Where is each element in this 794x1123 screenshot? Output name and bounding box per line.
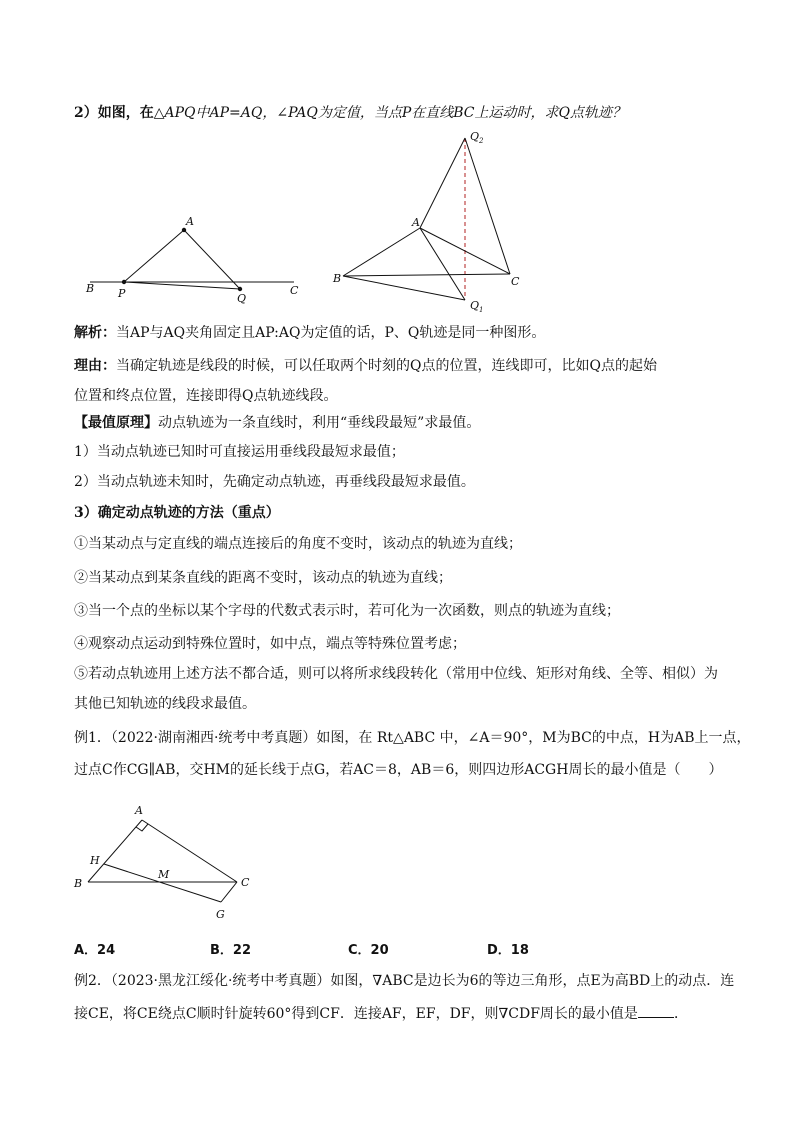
example-2-line-2 xyxy=(74,1003,734,1024)
segment-bq1 xyxy=(343,276,465,300)
analysis-label: 解析： xyxy=(74,325,116,341)
analysis xyxy=(74,323,734,343)
label-m: M xyxy=(158,868,170,881)
figure-q-locus xyxy=(330,128,530,313)
reason-line-2: 位置和终点位置，连接即得Q点轨迹线段。 xyxy=(74,388,338,404)
label-p: P xyxy=(118,287,126,300)
answer-blank[interactable] xyxy=(638,1003,674,1018)
label-a: A xyxy=(412,216,420,229)
example-2-text: 接CE，将CE绕点C顺时针旋转60°得到CF．连接AF，EF，DF，则∇CDF周长的最小值是 xyxy=(74,1006,638,1022)
method-item-5b: 其他已知轨迹的线段求最值。 xyxy=(74,696,256,712)
reason-line-1 xyxy=(74,356,734,376)
label-q: Q xyxy=(237,292,247,305)
segment-bc xyxy=(343,274,510,276)
label-q1: $Q_1$ xyxy=(470,299,484,313)
method-item-5a: ⑤若动点轨迹用上述方法不都合适，则可以将所求线段转化（常用中位线、矩形对角线、全等、相似）为 xyxy=(74,666,718,682)
label-h: H xyxy=(90,854,100,867)
figure-right-triangle xyxy=(66,790,266,925)
option-b[interactable]: B．22 xyxy=(210,943,251,958)
question-2-text: △APQ中AP=AQ，∠PAQ为定值，当点P在直线BC上运动时，求Q点轨迹？ xyxy=(153,105,626,121)
label-b: B xyxy=(74,877,83,890)
reason-label: 理由： xyxy=(74,358,116,374)
example-1-line-2: 过点C作CG∥AB，交HM的延长线于点G，若AC＝8，AB＝6，则四边形ACGH周长的最小值是（ ） xyxy=(74,762,723,778)
method-item-3: ③当一个点的坐标以某个字母的代数式表示时，若可化为一次函数，则点的轨迹为直线； xyxy=(74,603,620,619)
example-1-line-1: 例1．（2022·湖南湘西·统考中考真题）如图，在 Rt△ABC 中，∠A＝90°，M为BC的中点，H为AB上一点， xyxy=(74,730,751,746)
point-p xyxy=(122,280,126,284)
label-g: G xyxy=(216,908,225,921)
segment-cg xyxy=(221,882,237,902)
principle-item-2: 2）当动点轨迹未知时，先确定动点轨迹，再垂线段最短求最值。 xyxy=(74,474,475,490)
label-c: C xyxy=(241,876,250,889)
option-d[interactable]: D．18 xyxy=(487,943,529,958)
option-a[interactable]: A．24 xyxy=(74,943,116,958)
question-2-prefix: 2）如图，在 xyxy=(74,105,154,121)
reason-text-1: 当确定轨迹是线段的时候，可以任取两个时刻的Q点的位置，连线即可，比如Q点的起始 xyxy=(116,358,657,374)
principle xyxy=(74,413,734,433)
method-item-2: ②当某动点到某条直线的距离不变时，该动点的轨迹为直线； xyxy=(74,570,452,586)
segment-aq1 xyxy=(420,228,465,300)
example-2-end: ． xyxy=(673,1006,688,1022)
label-a: A xyxy=(186,215,194,228)
point-q xyxy=(238,287,242,291)
analysis-text: 当AP与AQ夹角固定且AP:AQ为定值的话，P、Q轨迹是同一种图形。 xyxy=(116,325,546,341)
segment-q2c xyxy=(465,138,510,274)
option-c[interactable]: C．20 xyxy=(348,943,389,958)
example-2-line-1: 例2．（2023·黑龙江绥化·统考中考真题）如图，∇ABC是边长为6的等边三角形，点E为高BD上的动点．连 xyxy=(74,973,735,989)
segment-ab xyxy=(88,820,142,882)
method-title: 3）确定动点轨迹的方法（重点） xyxy=(74,505,280,521)
question-2 xyxy=(74,103,734,123)
segment-ac xyxy=(142,820,237,882)
segment-ba xyxy=(343,228,420,276)
principle-text: 动点轨迹为一条直线时，利用“垂线段最短”求最值。 xyxy=(158,415,481,431)
segment-aq2 xyxy=(420,138,465,228)
figure-triangle-apq xyxy=(80,210,310,305)
principle-item-1: 1）当动点轨迹已知时可直接运用垂线段最短求最值； xyxy=(74,444,405,460)
method-item-4: ④观察动点运动到特殊位置时，如中点，端点等特殊位置考虑； xyxy=(74,636,466,652)
segment-pq xyxy=(124,282,240,289)
segment-aq xyxy=(184,230,240,289)
point-a xyxy=(182,228,186,232)
label-q2: $Q_2$ xyxy=(470,130,484,145)
segment-pa xyxy=(124,230,184,282)
label-b: B xyxy=(333,272,342,285)
label-a: A xyxy=(135,804,143,817)
label-c: C xyxy=(511,275,520,288)
label-c: C xyxy=(290,284,299,297)
method-item-1: ①当某动点与定直线的端点连接后的角度不变时，该动点的轨迹为直线； xyxy=(74,536,522,552)
label-b: B xyxy=(86,282,95,295)
principle-label: 【最值原理】 xyxy=(74,415,158,431)
